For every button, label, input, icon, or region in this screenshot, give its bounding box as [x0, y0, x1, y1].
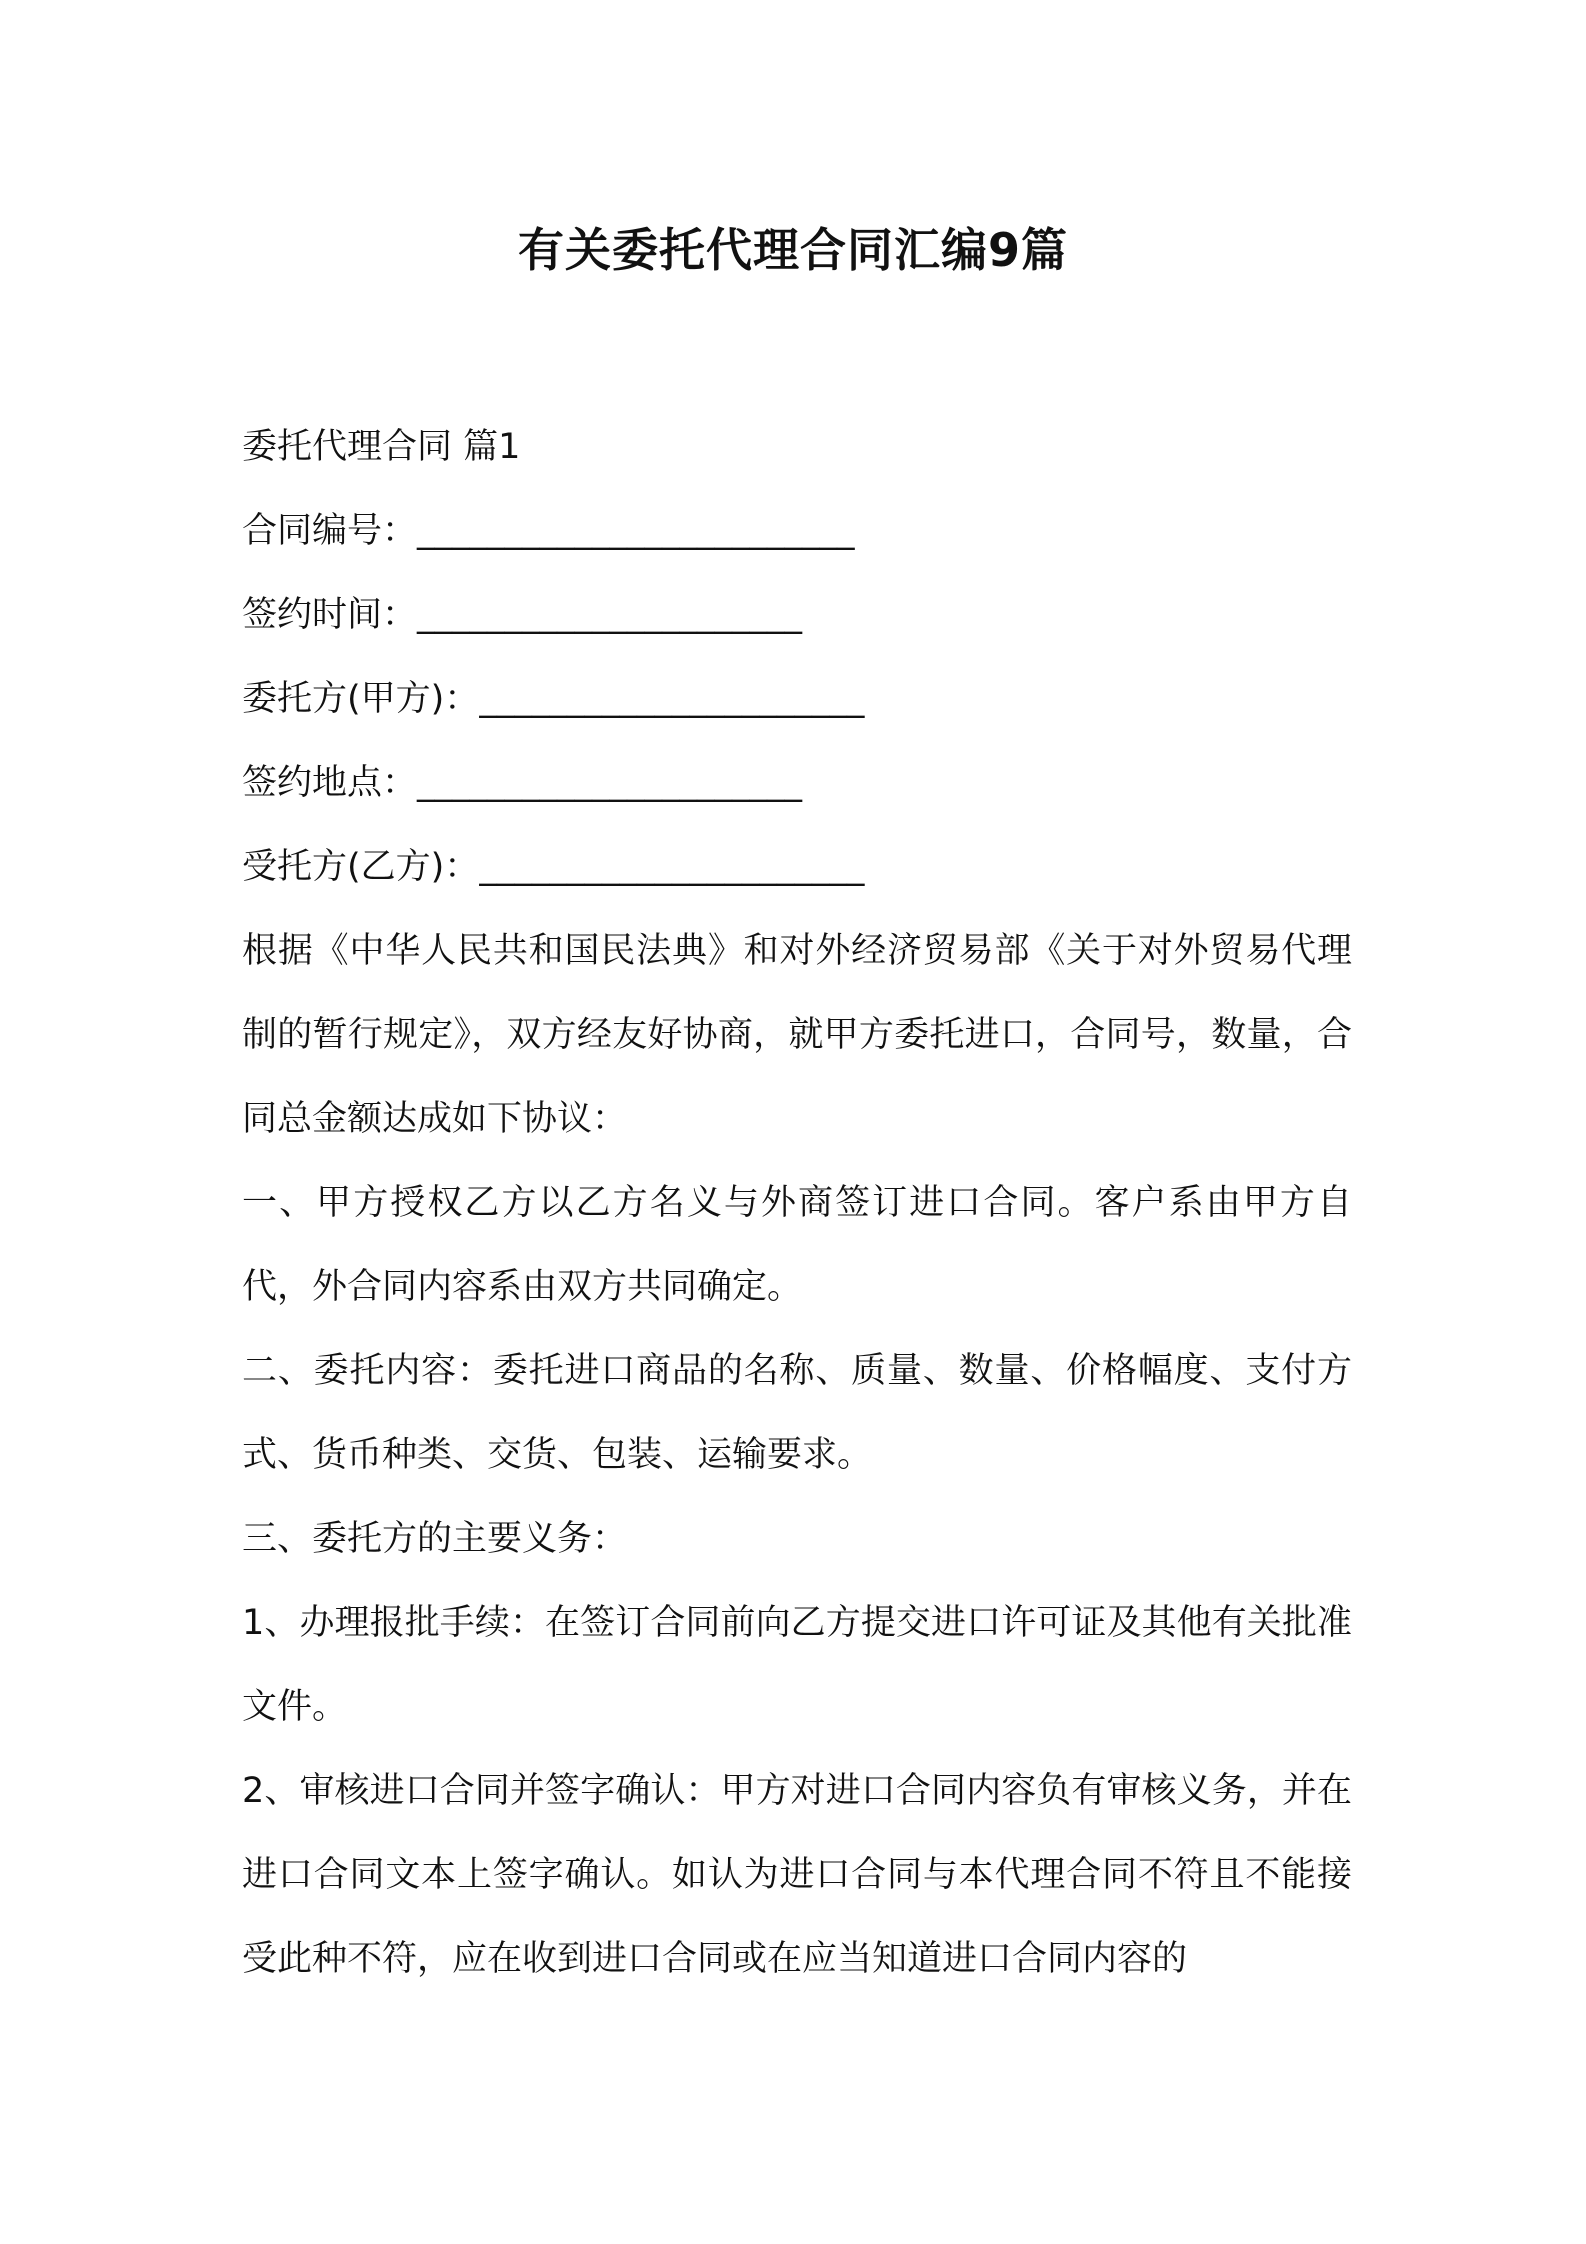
- paragraph-item-1: 1、办理报批手续：在签订合同前向乙方提交进口许可证及其他有关批准文件。: [242, 1603, 1352, 1727]
- field-label: 受托方(乙方)：: [242, 847, 480, 887]
- paragraph-clause-3: 三、委托方的主要义务：: [242, 1519, 628, 1559]
- field-blank: ______________________: [479, 679, 865, 719]
- field-label: 合同编号：: [242, 511, 418, 551]
- field-blank: ______________________: [479, 847, 865, 887]
- section-heading: 委托代理合同 篇1: [242, 427, 521, 467]
- field-sign-date: [242, 573, 1352, 657]
- paragraph-clause-2: 二、委托内容：委托进口商品的名称、质量、数量、价格幅度、支付方式、货币种类、交货、包装、运输要求。: [242, 1351, 1352, 1475]
- field-blank: ______________________: [417, 595, 803, 635]
- field-label: 签约时间：: [242, 595, 418, 635]
- field-blank: _________________________: [417, 511, 855, 551]
- paragraph-clause-1: 一、甲方授权乙方以乙方名义与外商签订进口合同。客户系由甲方自代，外合同内容系由双方共同确定。: [242, 1183, 1352, 1307]
- document-body: [242, 405, 1352, 2001]
- field-agent-party: [242, 825, 1352, 909]
- paragraph-preamble: 根据《中华人民共和国民法典》和对外经济贸易部《关于对外贸易代理制的暂行规定》，双方经友好协商，就甲方委托进口，合同号，数量，合同总金额达成如下协议：: [242, 931, 1352, 1139]
- field-principal-party: [242, 657, 1352, 741]
- field-label: 委托方(甲方)：: [242, 679, 480, 719]
- field-sign-location: [242, 741, 1352, 825]
- field-blank: ______________________: [417, 763, 803, 803]
- document-title: 有关委托代理合同汇编9篇: [517, 223, 1068, 277]
- field-contract-number: [242, 489, 1352, 573]
- paragraph-item-2: 2、审核进口合同并签字确认：甲方对进口合同内容负有审核义务，并在进口合同文本上签字确认。如认为进口合同与本代理合同不符且不能接受此种不符，应在收到进口合同或在应当知道进口合同内容的: [242, 1771, 1352, 1979]
- field-label: 签约地点：: [242, 763, 418, 803]
